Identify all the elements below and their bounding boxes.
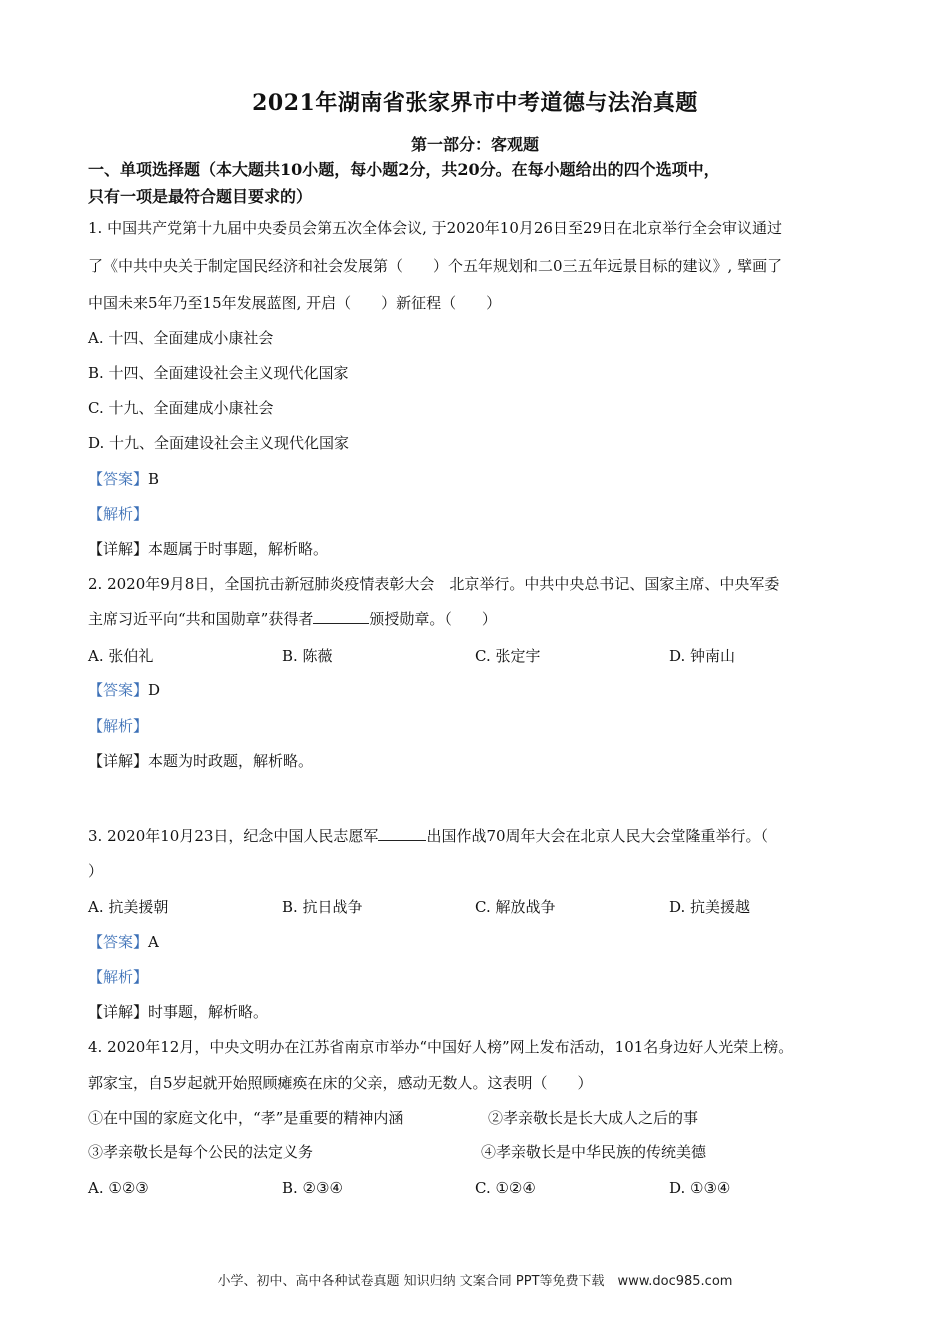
q4-statement-2: ②孝亲敬长是长大成人之后的事 bbox=[488, 1109, 699, 1127]
q4-option-a: A. ①②③ bbox=[88, 1179, 149, 1197]
q3-stem-line2: ） bbox=[88, 862, 104, 880]
q3-option-b: B. 抗日战争 bbox=[282, 898, 363, 916]
q1-option-b: B. 十四、全面建设社会主义现代化国家 bbox=[88, 364, 349, 382]
q2-stem-line2 bbox=[88, 608, 888, 630]
q3-stem-text-b: 出国作战70周年大会在北京人民大会堂隆重举行。（ bbox=[426, 827, 769, 845]
q3-detail: 【详解】时事题，解析略。 bbox=[88, 1003, 269, 1021]
q4-statement-4: ④孝亲敬长是中华民族的传统美德 bbox=[481, 1143, 707, 1161]
q4-stem-line1: 4. 2020年12月，中央文明办在江苏省南京市举办“中国好人榜”网上发布活动，101名身边好人光荣上榜。 bbox=[88, 1038, 794, 1056]
q1-stem-line1: 1. 中国共产党第十九届中央委员会第五次全体会议, 于2020年10月26日至29日在北京举行全会审议通过 bbox=[88, 219, 783, 237]
q1-stem-line2: 了《中共中央关于制定国民经济和社会发展第（ ）个五年规划和二0三五年远景目标的建议》, 擘画了 bbox=[88, 257, 783, 275]
q2-stem-line1: 2. 2020年9月8日，全国抗击新冠肺炎疫情表彰大会 北京举行。中共中央总书记、国家主席、中央军委 bbox=[88, 575, 780, 593]
answer-value: D bbox=[148, 681, 161, 699]
q3-option-c: C. 解放战争 bbox=[475, 898, 556, 916]
q1-detail: 【详解】本题属于时事题，解析略。 bbox=[88, 540, 329, 558]
q1-answer bbox=[88, 468, 888, 490]
section-heading-line2: 只有一项是最符合题目要求的） bbox=[88, 187, 313, 206]
q4-stem-line2: 郭家宝，自5岁起就开始照顾瘫痪在床的父亲，感动无数人。这表明（ ） bbox=[88, 1074, 593, 1092]
q3-answer bbox=[88, 931, 888, 953]
q2-stem-text-a: 主席习近平向“共和国勋章”获得者 bbox=[88, 610, 314, 628]
q1-analysis-label: 【解析】 bbox=[88, 505, 149, 523]
q3-option-a: A. 抗美援朝 bbox=[88, 898, 169, 916]
q2-option-a: A. 张伯礼 bbox=[88, 647, 154, 665]
q4-statement-1: ①在中国的家庭文化中，“孝”是重要的精神内涵 bbox=[88, 1109, 404, 1127]
q2-blank bbox=[313, 609, 369, 624]
q2-option-d: D. 钟南山 bbox=[669, 647, 736, 665]
q2-analysis-label: 【解析】 bbox=[88, 717, 149, 735]
q1-stem-line3: 中国未来5年乃至15年发展蓝图, 开启（ ）新征程（ ） bbox=[88, 294, 502, 312]
q2-option-c: C. 张定宇 bbox=[475, 647, 541, 665]
q3-stem-line1 bbox=[88, 825, 888, 847]
exam-title: 2021年湖南省张家界市中考道德与法治真题 bbox=[252, 90, 698, 116]
answer-label: 【答案】 bbox=[88, 933, 149, 951]
q3-analysis-label: 【解析】 bbox=[88, 968, 149, 986]
q3-stem-text-a: 3. 2020年10月23日，纪念中国人民志愿军 bbox=[88, 827, 379, 845]
q1-option-a: A. 十四、全面建成小康社会 bbox=[88, 329, 274, 347]
q4-statement-3: ③孝亲敬长是每个公民的法定义务 bbox=[88, 1143, 314, 1161]
q2-stem-text-b: 颁授勋章。（ ） bbox=[369, 610, 497, 628]
answer-value: B bbox=[148, 470, 160, 488]
q3-option-d: D. 抗美援越 bbox=[669, 898, 751, 916]
q4-option-c: C. ①②④ bbox=[475, 1179, 536, 1197]
q2-detail: 【详解】本题为时政题，解析略。 bbox=[88, 752, 314, 770]
part-heading: 第一部分：客观题 bbox=[410, 135, 539, 154]
q2-option-b: B. 陈薇 bbox=[282, 647, 333, 665]
page-footer: 小学、初中、高中各种试卷真题 知识归纳 文案合同 PPT等免费下载 www.doc985.com bbox=[217, 1274, 733, 1289]
answer-label: 【答案】 bbox=[88, 470, 149, 488]
q4-option-d: D. ①③④ bbox=[669, 1179, 731, 1197]
answer-label: 【答案】 bbox=[88, 681, 149, 699]
q3-blank bbox=[378, 826, 426, 841]
section-heading-line1: 一、单项选择题（本大题共10小题，每小题2分，共20分。在每小题给出的四个选项中， bbox=[88, 160, 720, 179]
q4-option-b: B. ②③④ bbox=[282, 1179, 343, 1197]
answer-value: A bbox=[148, 933, 159, 951]
q2-answer bbox=[88, 679, 888, 701]
q1-option-d: D. 十九、全面建设社会主义现代化国家 bbox=[88, 434, 350, 452]
q1-option-c: C. 十九、全面建成小康社会 bbox=[88, 399, 274, 417]
